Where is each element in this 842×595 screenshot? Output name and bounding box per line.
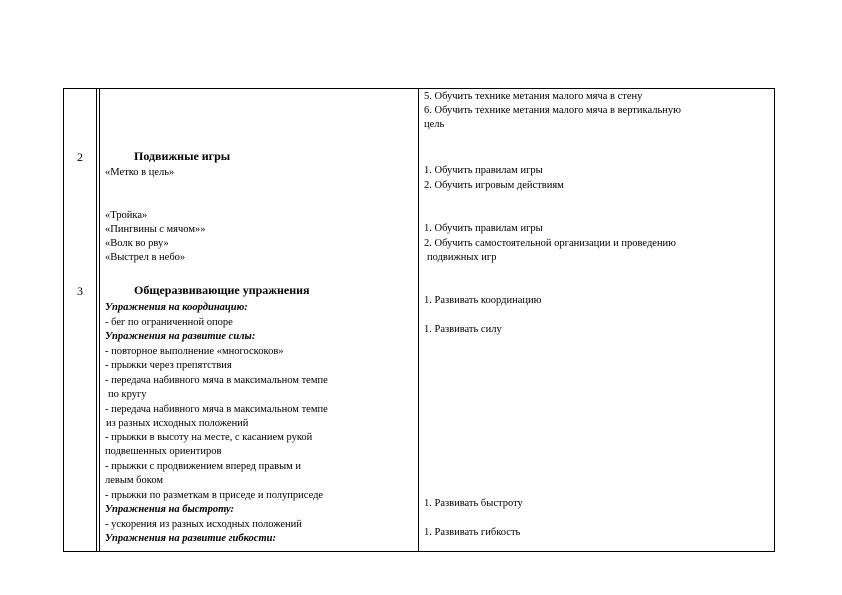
list-item: «Метко в цель»	[105, 167, 175, 178]
list-item-continuation: по кругу	[108, 389, 147, 400]
list-item: «Выстрел в небо»	[105, 252, 186, 263]
task-item: 5. Обучить технике метания малого мяча в стену	[424, 91, 643, 102]
list-item: - повторное выполнение «многоскоков»	[105, 346, 284, 357]
table-left-border	[63, 88, 64, 552]
list-item: «Волк во рву»	[105, 238, 169, 249]
task-item: 2. Обучить самостоятельной организации и проведению	[424, 238, 677, 249]
task-item: 1. Развивать силу	[424, 324, 502, 335]
list-item-continuation: подвешенных ориентиров	[105, 446, 222, 457]
column-divider-1a	[96, 88, 97, 552]
task-item: 1. Развивать быстроту	[424, 498, 523, 509]
list-item: - прыжки в высоту на месте, с касанием рукой	[105, 432, 313, 443]
table-bottom-border	[63, 551, 775, 552]
subsection-title: Упражнения на развитие гибкости:	[105, 533, 276, 544]
list-item: - прыжки по разметкам в приседе и полуприседе	[105, 490, 324, 501]
list-item: - передача набивного мяча в максимальном темпе	[105, 404, 328, 415]
table-top-border	[63, 88, 775, 89]
list-item: «Пингвины с мячом»»	[105, 224, 206, 235]
task-item-continuation: подвижных игр	[427, 252, 497, 263]
task-item: 2. Обучить игровым действиям	[424, 180, 564, 191]
task-item: 1. Развивать координацию	[424, 295, 542, 306]
task-item: 1. Обучить правилам игры	[424, 165, 543, 176]
subsection-title: Упражнения на быстроту:	[105, 504, 235, 515]
list-item: - бег по ограниченной опоре	[105, 317, 233, 328]
row-number: 3	[77, 284, 83, 298]
section-heading: Общеразвивающие упражнения	[134, 283, 310, 297]
task-item: 1. Обучить правилам игры	[424, 223, 543, 234]
subsection-title: Упражнения на координацию:	[105, 302, 248, 313]
table-right-border	[774, 88, 775, 552]
row-number: 2	[77, 150, 83, 164]
list-item-continuation: левым боком	[105, 475, 164, 486]
list-item-continuation: из разных исходных положений	[106, 418, 249, 429]
list-item: - прыжки с продвижением вперед правым и	[105, 461, 302, 472]
list-item: - передача набивного мяча в максимальном темпе	[105, 375, 328, 386]
list-item: «Тройка»	[105, 210, 148, 221]
subsection-title: Упражнения на развитие силы:	[105, 331, 256, 342]
task-item-continuation: цель	[424, 119, 445, 130]
task-item: 1. Развивать гибкость	[424, 527, 521, 538]
column-divider-2	[418, 88, 419, 552]
section-heading: Подвижные игры	[134, 149, 231, 163]
task-item: 6. Обучить технике метания малого мяча в вертикальную	[424, 105, 681, 116]
column-divider-1b	[99, 88, 100, 552]
list-item: - прыжки через препятствия	[105, 360, 232, 371]
list-item: - ускорения из разных исходных положений	[105, 519, 302, 530]
